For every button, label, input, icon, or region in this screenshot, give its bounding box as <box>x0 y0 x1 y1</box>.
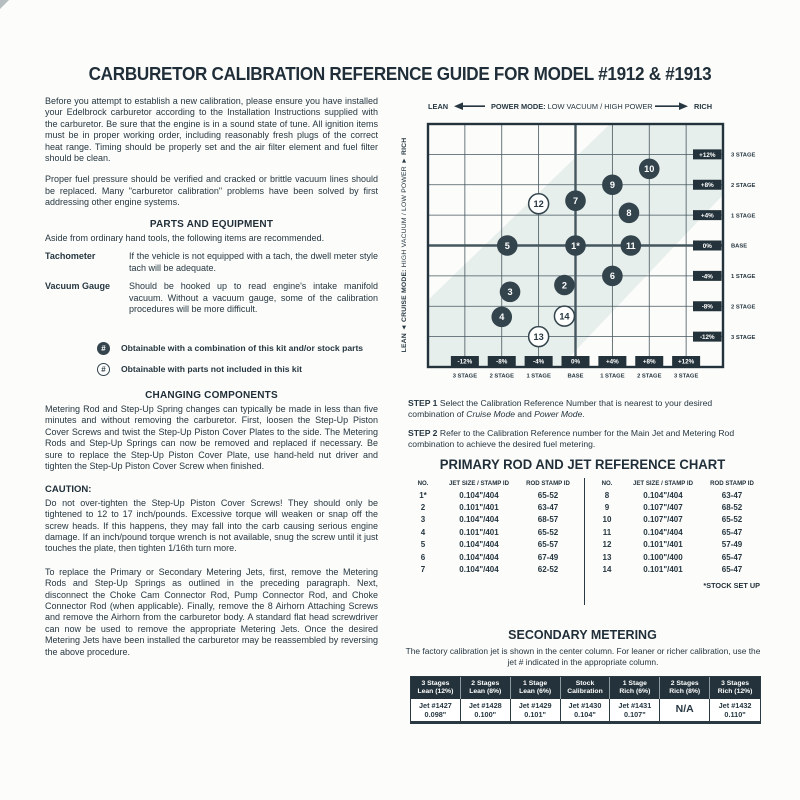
table-row <box>592 551 760 563</box>
x-axis-stage-label: 2 STAGE <box>637 373 662 380</box>
reference-point-label: 10 <box>644 164 655 175</box>
rod-stamp-cell: 62-52 <box>537 565 559 575</box>
secondary-column <box>411 677 461 721</box>
header-line: 3 Stages <box>421 679 450 687</box>
y-axis-badge-label: +12% <box>699 151 716 159</box>
equipment-list <box>45 251 378 315</box>
calibration-steps <box>408 398 760 458</box>
intro-paragraph-2: Proper fuel pressure should be verified and cracked or brittle vacuum lines should be replaced. Many "carburetor calibration" problems have been solved by first addressing other engine systems. <box>45 174 378 208</box>
jet-number: Jet #1427 <box>418 700 452 710</box>
y-axis-badge-label: -8% <box>701 303 713 311</box>
header-line: Lean (6%) <box>519 688 552 696</box>
secondary-column <box>561 677 611 721</box>
jet-size-cell: 0.104"/404 <box>459 540 499 550</box>
rod-stamp-cell: 57-49 <box>721 540 743 550</box>
y-axis-stage-label: BASE <box>731 243 748 250</box>
column-header: JET SIZE / STAMP ID <box>632 480 694 487</box>
secondary-column-header <box>660 677 710 699</box>
secondary-column-header <box>411 677 461 699</box>
column-header: ROD STAMP ID <box>526 480 570 487</box>
primary-table-header <box>408 478 576 489</box>
equipment-desc: Should be hooked up to read engine's intake manifold vacuum. Without a vacuum gauge, some of the calibration procedures will be more difficult. <box>129 281 378 315</box>
right-arrow-icon <box>679 102 688 110</box>
kit-parts-icon: # <box>97 342 110 355</box>
y-axis-badge-label: 0% <box>702 242 712 250</box>
rod-stamp-cell: 63-47 <box>721 490 743 500</box>
header-line: 2 Stages <box>471 679 500 687</box>
left-arrow-icon <box>454 102 463 110</box>
secondary-column-header <box>710 677 760 699</box>
jet-size: 0.098" <box>424 709 447 719</box>
table-row <box>408 526 576 538</box>
y-axis-badge-label: -12% <box>699 334 715 342</box>
header-line: 2 Stages <box>670 679 699 687</box>
reference-point-label: 13 <box>533 331 544 342</box>
step-text-segment: and <box>515 409 535 419</box>
table-row <box>408 489 576 501</box>
x-axis-badge-label: 0% <box>570 358 581 366</box>
ref-number-cell: 1* <box>419 490 427 500</box>
header-line: 1 Stage <box>523 679 548 687</box>
secondary-jet-cell <box>710 699 760 722</box>
secondary-metering-description: The factory calibration jet is shown in the center column. For leaner or richer calibration, use the jet # indicated in the appropriate column. <box>405 646 761 667</box>
primary-table-header <box>592 478 760 489</box>
jet-number: Jet #1432 <box>718 700 752 710</box>
header-line: Rich (8%) <box>669 688 701 696</box>
secondary-jet-cell <box>511 699 561 722</box>
caution-heading: CAUTION: <box>45 484 92 496</box>
step-text-segment: STEP 1 <box>408 398 440 408</box>
legend-item <box>97 363 378 376</box>
secondary-jet-cell <box>411 699 461 722</box>
jet-number: Jet #1428 <box>468 700 502 710</box>
scan-corner-artifact <box>0 0 9 9</box>
secondary-column-header <box>561 677 611 699</box>
x-axis-stage-label: BASE <box>567 373 584 380</box>
column-header: JET SIZE / STAMP ID <box>448 480 510 487</box>
ref-number-cell: 12 <box>602 540 612 550</box>
legend-item <box>97 342 378 355</box>
reference-point-label: 5 <box>504 240 510 251</box>
reference-point-label: 8 <box>626 208 632 219</box>
table-row <box>408 551 576 563</box>
reference-point-label: 4 <box>499 312 505 323</box>
jet-size-cell: 0.104"/404 <box>643 527 683 537</box>
secondary-column-header <box>461 677 511 699</box>
rod-stamp-cell: 65-52 <box>537 527 559 537</box>
jet-size-cell: 0.104"/404 <box>459 552 499 562</box>
rod-stamp-cell: 67-49 <box>537 552 559 562</box>
jet-size-cell: 0.104"/404 <box>459 515 499 525</box>
table-row <box>592 489 760 501</box>
step-text-segment: Refer to the Calibration Reference number for the Main Jet and Metering Rod combination to achieve the desired fuel metering. <box>408 428 735 449</box>
step-text-segment: Select the Calibration Reference Number that is nearest to your desired combination of <box>408 398 713 419</box>
ref-number-cell: 7 <box>420 565 426 575</box>
x-axis-stage-label: 1 STAGE <box>526 373 551 380</box>
y-axis-stage-label: 3 STAGE <box>731 334 756 341</box>
jet-size-cell: 0.100"/400 <box>643 552 683 562</box>
x-axis-stage-label: 2 STAGE <box>489 373 514 380</box>
ref-number-cell: 9 <box>604 503 610 513</box>
y-axis-badge-label: +4% <box>700 212 714 220</box>
x-axis-badge-label: +4% <box>605 358 619 366</box>
jet-size-cell: 0.104"/404 <box>459 490 499 500</box>
header-line: Rich (6%) <box>619 688 651 696</box>
ref-number-cell: 5 <box>420 540 426 550</box>
page-title: CARBURETOR CALIBRATION REFERENCE GUIDE FOR MODEL #1912 & #1913 <box>88 64 712 84</box>
caution-paragraph: Do not over-tighten the Step-Up Piston Cover Screws! They should only be tightened to 12 to 17 inch/pounds. Excessive torque will weaken or snap off the screw heads. If this happens, they may fall into the carb causing serious engine damage. If an inch/pound torque wrench is not available, snug the screw until it just touches the plate, then tighten 1/16th turn more. <box>45 497 378 554</box>
secondary-jet-cell <box>660 699 710 722</box>
table-row <box>408 563 576 575</box>
header-line: Rich (12%) <box>717 688 753 696</box>
legend-text: Obtainable with parts not included in this kit <box>121 363 302 374</box>
non-kit-parts-icon: # <box>97 363 110 376</box>
jet-size-cell: 0.101"/401 <box>643 565 683 575</box>
secondary-column <box>710 677 760 721</box>
top-axis-rich-label: RICH <box>694 102 713 111</box>
reference-point-label: 9 <box>609 180 615 191</box>
ref-number-cell: 13 <box>602 552 612 562</box>
ref-number-cell: 11 <box>602 527 612 537</box>
secondary-jet-cell <box>461 699 511 722</box>
step-text-segment: . <box>582 409 585 419</box>
jet-size-cell: 0.101"/401 <box>643 540 683 550</box>
rod-stamp-cell: 65-52 <box>537 490 559 500</box>
rod-stamp-cell: 68-52 <box>721 503 743 513</box>
column-header: NO. <box>417 480 429 487</box>
x-axis-stage-label: 1 STAGE <box>600 373 625 380</box>
ref-number-cell: 14 <box>602 565 612 575</box>
parts-intro: Aside from ordinary hand tools, the following items are recommended. <box>45 233 325 244</box>
equipment-name: Vacuum Gauge <box>45 281 111 292</box>
table-row <box>592 539 760 551</box>
jet-size-cell: 0.101"/401 <box>459 527 499 537</box>
rod-stamp-cell: 65-47 <box>721 527 743 537</box>
equipment-item <box>45 251 378 274</box>
rod-stamp-cell: 65-52 <box>721 515 743 525</box>
reference-point-label: 3 <box>507 287 513 298</box>
x-axis-badge-label: -12% <box>457 358 473 366</box>
ref-number-cell: 10 <box>602 515 612 525</box>
step-text-segment: STEP 2 <box>408 428 440 438</box>
header-line: 3 Stages <box>721 679 750 687</box>
equipment-name: Tachometer <box>45 251 96 262</box>
secondary-column <box>461 677 511 721</box>
rod-stamp-cell: 65-47 <box>721 552 743 562</box>
legend-text: Obtainable with a combination of this kit and/or stock parts <box>121 342 364 353</box>
jet-size: 0.100" <box>474 709 497 719</box>
jet-size: 0.101" <box>524 709 546 719</box>
symbol-legend <box>97 342 378 376</box>
rod-stamp-cell: 65-57 <box>537 540 559 550</box>
header-line: Lean (8%) <box>469 688 502 696</box>
y-axis-stage-label: 2 STAGE <box>731 182 756 189</box>
column-header: NO. <box>601 480 613 487</box>
table-row <box>408 501 576 513</box>
table-row <box>408 539 576 551</box>
y-axis-stage-label: 3 STAGE <box>731 152 756 159</box>
jet-size: 0.107" <box>623 709 646 719</box>
column-header: ROD STAMP ID <box>710 480 754 487</box>
reference-point-label: 11 <box>625 240 636 251</box>
changing-components-heading: CHANGING COMPONENTS <box>145 389 278 401</box>
y-axis-stage-label: 1 STAGE <box>731 213 756 220</box>
ref-number-cell: 8 <box>604 490 610 500</box>
y-axis-stage-label: 2 STAGE <box>731 304 756 311</box>
jet-number: N/A <box>675 703 694 716</box>
jet-size-cell: 0.104"/404 <box>643 490 683 500</box>
reference-point-label: 7 <box>572 195 579 206</box>
secondary-jet-cell <box>561 699 611 722</box>
step-2 <box>408 428 760 450</box>
jet-size-cell: 0.101"/401 <box>459 503 499 513</box>
table-row <box>592 526 760 538</box>
replace-jets-paragraph: To replace the Primary or Secondary Metering Jets, first, remove the Metering Rods and Step-Up Springs as outlined in the preceding paragraph. Next, disconnect the Choke Cam Connector Rod, Pump Connector Rod, and Choke Connector Rod (when applicable). Finally, remove the 8 Airhorn Attaching Screws and remove the Airhorn from the carburetor body. A standard flat head screwdriver can now be used to remove the appropriate Metering Jets. Once the desired Metering Jets have been installed the carburetor may be reassembled by reversing the above procedure. <box>45 566 378 657</box>
parts-equipment-heading: PARTS AND EQUIPMENT <box>149 218 274 230</box>
table-row <box>592 563 760 575</box>
primary-rod-jet-table <box>408 478 760 576</box>
top-axis-lean-label: LEAN <box>428 102 449 111</box>
ref-number-cell: 2 <box>420 503 426 513</box>
reference-point-label: 6 <box>609 271 615 282</box>
equipment-item <box>45 281 378 315</box>
table-row <box>592 501 760 513</box>
left-axis-title: LEAN ◄ CRUISE MODE: HIGH VACUUM / LOW POWER ► RICH <box>401 137 408 353</box>
rod-stamp-cell: 65-47 <box>721 565 743 575</box>
reference-point-label: 12 <box>533 199 544 210</box>
reference-point-label: 2 <box>561 280 567 291</box>
jet-size: 0.104" <box>574 709 596 719</box>
ref-number-cell: 4 <box>420 527 426 537</box>
header-line: Stock <box>575 679 595 687</box>
secondary-metering-table <box>410 676 761 724</box>
primary-table-half <box>592 478 760 576</box>
rod-stamp-cell: 68-57 <box>537 515 559 525</box>
step-text-segment: Power Mode <box>534 409 583 419</box>
header-line: 1 Stage <box>622 679 647 687</box>
jet-number: Jet #1431 <box>618 700 652 710</box>
top-axis-title: POWER MODE: LOW VACUUM / HIGH POWER <box>491 102 653 111</box>
secondary-column <box>660 677 710 721</box>
header-line: Lean (12%) <box>417 688 454 696</box>
secondary-column-header <box>610 677 660 699</box>
secondary-column-header <box>511 677 561 699</box>
x-axis-badge-label: -4% <box>533 358 545 366</box>
secondary-metering-title: SECONDARY METERING <box>508 628 657 642</box>
secondary-jet-cell <box>610 699 660 722</box>
y-axis-badge-label: +8% <box>700 182 714 190</box>
left-column <box>45 96 378 668</box>
changing-components-paragraph: Metering Rod and Step-Up Spring changes can typically be made in less than five minutes and without removing the carburetor. First, loosen the Step-Up Piston Cover Screws and twist the Step-Up Piston Cover Plates to the side. The Metering Rods and Step-Up Springs can now be removed and replaced if necessary. Be sure to replace the Step-Up Piston Cover Plate, use hand-held nut driver and tighten the Step-Up Piston Cover Screw when finished. <box>45 403 378 471</box>
jet-size-cell: 0.107"/407 <box>643 515 683 525</box>
x-axis-badge-label: +12% <box>677 358 695 366</box>
reference-point-label: 1* <box>571 240 580 251</box>
step-1 <box>408 398 760 420</box>
primary-table-title: PRIMARY ROD AND JET REFERENCE CHART <box>439 457 726 472</box>
table-row <box>408 514 576 526</box>
secondary-column <box>511 677 561 721</box>
jet-size: 0.110" <box>724 709 746 719</box>
x-axis-badge-label: -8% <box>496 358 508 366</box>
ref-number-cell: 3 <box>420 515 426 525</box>
reference-point-label: 14 <box>559 311 570 322</box>
x-axis-badge-label: +8% <box>642 358 656 366</box>
jet-size-cell: 0.104"/404 <box>459 565 499 575</box>
step-text-segment: Cruise Mode <box>466 409 515 419</box>
secondary-column <box>610 677 660 721</box>
calibration-reference-chart <box>393 95 771 390</box>
ref-number-cell: 6 <box>420 552 426 562</box>
stock-setup-footnote: *STOCK SET UP <box>703 581 760 590</box>
y-axis-badge-label: -4% <box>701 273 713 281</box>
equipment-desc: If the vehicle is not equipped with a tach, the dwell meter style tach will be adequate. <box>129 251 378 273</box>
table-row <box>592 514 760 526</box>
intro-paragraph-1: Before you attempt to establish a new calibration, please ensure you have installed your Edelbrock carburetor according to the Installation Instructions supplied with the carburetor. Be sure that the engine is in a sound state of tune. All ignition items must be in proper working order, including reasonably fresh plugs of the correct heat range. Timing should be properly set and the air filter element and fuel filter should be clean. <box>45 96 378 164</box>
header-line: Calibration <box>567 688 603 696</box>
x-axis-stage-label: 3 STAGE <box>452 373 478 380</box>
rod-stamp-cell: 63-47 <box>537 503 559 513</box>
jet-number: Jet #1430 <box>568 700 602 710</box>
jet-size-cell: 0.107"/407 <box>643 503 683 513</box>
x-axis-stage-label: 3 STAGE <box>673 373 699 380</box>
y-axis-stage-label: 1 STAGE <box>731 274 756 281</box>
jet-number: Jet #1429 <box>518 700 552 710</box>
primary-table-half <box>408 478 576 576</box>
